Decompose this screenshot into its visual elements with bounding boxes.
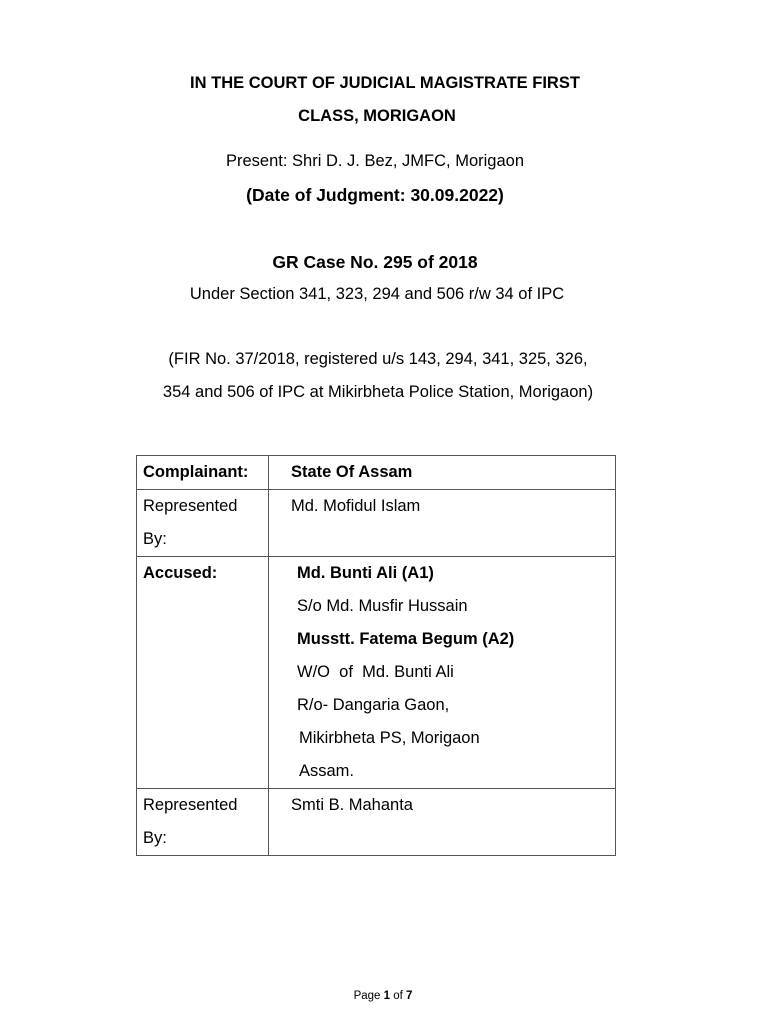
court-title-line1: IN THE COURT OF JUDICIAL MAGISTRATE FIRST <box>190 74 580 92</box>
table-row-represented-2 <box>137 789 616 856</box>
table-row-represented-1 <box>137 490 616 557</box>
table-row-complainant <box>137 456 616 490</box>
accused-line: Assam. <box>299 762 355 780</box>
accused-line: Musstt. Fatema Begum (A2) <box>297 630 515 648</box>
complainant-counsel: Md. Mofidul Islam <box>291 497 421 515</box>
court-title-line2: CLASS, MORIGAON <box>298 107 456 125</box>
accused-line: W/O of Md. Bunti Ali <box>297 663 454 681</box>
date-of-judgment: (Date of Judgment: 30.09.2022) <box>246 185 504 205</box>
represented-label-line1: Represented <box>143 497 238 515</box>
represented-label-line2: By: <box>143 530 167 548</box>
parties-table <box>136 455 616 856</box>
table-row-accused <box>137 557 616 789</box>
accused-line: R/o- Dangaria Gaon, <box>297 696 450 714</box>
complainant-label: Complainant: <box>143 463 249 481</box>
fir-line1: (FIR No. 37/2018, registered u/s 143, 294, 341, 325, 326, <box>168 350 588 368</box>
represented-label-line2: By: <box>143 829 167 847</box>
present-line: Present: Shri D. J. Bez, JMFC, Morigaon <box>225 152 524 170</box>
case-section: Under Section 341, 323, 294 and 506 r/w 34 of IPC <box>189 285 565 303</box>
case-number: GR Case No. 295 of 2018 <box>272 252 478 272</box>
accused-label: Accused: <box>143 564 218 582</box>
complainant-value: State Of Assam <box>291 463 413 481</box>
accused-line: Mikirbheta PS, Morigaon <box>299 729 480 747</box>
accused-line: S/o Md. Musfir Hussain <box>297 597 468 615</box>
page-number: Page 1 of 7 <box>353 990 413 1002</box>
fir-line2: 354 and 506 of IPC at Mikirbheta Police Station, Morigaon) <box>162 383 594 401</box>
accused-counsel: Smti B. Mahanta <box>291 796 413 814</box>
represented-label-line1: Represented <box>143 796 238 814</box>
accused-line: Md. Bunti Ali (A1) <box>297 564 434 582</box>
